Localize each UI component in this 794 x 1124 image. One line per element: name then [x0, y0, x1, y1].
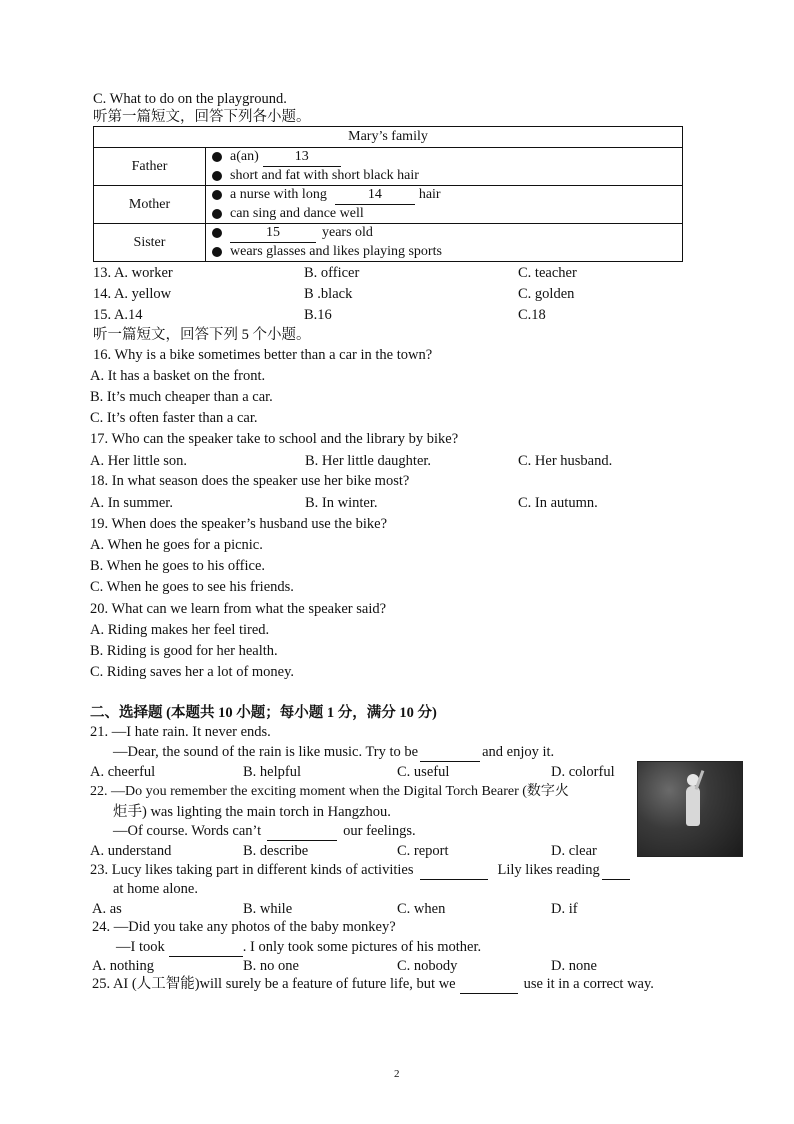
q22-option-d: D. clear [551, 843, 597, 859]
q13-option-c: C. teacher [518, 265, 577, 281]
q18-option-b: B. In winter. [305, 495, 378, 511]
bullet-icon [212, 152, 222, 162]
q21-line-2: —Dear, the sound of the rain is like music. Try to be and enjoy it. [113, 744, 555, 760]
member-label: Mother [94, 186, 206, 224]
answer-blank-13: 13 [263, 148, 341, 167]
list-item: wears glasses and likes playing sports [210, 243, 678, 261]
answer-blank [267, 822, 337, 841]
q22-line-1: 22. —Do you remember the exciting moment when the Digital Torch Bearer (数字火 [90, 784, 569, 799]
bullet-icon [212, 209, 222, 219]
q18-option-a: A. In summer. [90, 495, 173, 511]
member-label: Father [94, 148, 206, 186]
q23-line-2: at home alone. [113, 881, 198, 897]
q15-option-b: B.16 [304, 307, 332, 323]
q17-option-c: C. Her husband. [518, 453, 613, 469]
bullet-icon [212, 190, 222, 200]
q23-option-d: D. if [551, 901, 578, 917]
table-title: Mary’s family [94, 127, 683, 148]
q22-line-2: 炬手) was lighting the main torch in Hangzhou. [113, 804, 391, 820]
answer-blank [420, 861, 488, 880]
q24-option-d: D. none [551, 958, 597, 974]
q19-option-b: B. When he goes to his office. [90, 558, 266, 574]
listening-intro-1: 听第一篇短文，回答下列各小题。 [93, 109, 311, 125]
q22-option-c: C. report [397, 843, 449, 859]
list-item: a(an) 13 [210, 148, 678, 167]
q21-option-a: A. cheerful [90, 764, 156, 780]
q20-stem: 20. What can we learn from what the speaker said? [90, 601, 387, 617]
q20-option-b: B. Riding is good for her health. [90, 643, 278, 659]
list-item: 15 years old [210, 224, 678, 243]
q19-stem: 19. When does the speaker’s husband use the bike? [90, 516, 388, 532]
q23-option-c: C. when [397, 901, 446, 917]
q16-stem: 16. Why is a bike sometimes better than a car in the town? [93, 347, 433, 363]
list-item: can sing and dance well [210, 205, 678, 223]
bullet-icon [212, 247, 222, 257]
q15-option-c: C.18 [518, 307, 546, 323]
q23-option-b: B. while [243, 901, 293, 917]
table-row-sister [94, 224, 683, 262]
q20-option-a: A. Riding makes her feel tired. [90, 622, 270, 638]
q18-stem: 18. In what season does the speaker use her bike most? [90, 473, 410, 489]
q18-option-c: C. In autumn. [518, 495, 598, 511]
q19-option-c: C. When he goes to see his friends. [90, 579, 294, 595]
q24-line-1: 24. —Did you take any photos of the baby monkey? [92, 919, 396, 935]
q12-option-c: C. What to do on the playground. [93, 91, 287, 107]
answer-blank [420, 743, 480, 762]
q20-option-c: C. Riding saves her a lot of money. [90, 664, 295, 680]
q23-option-a: A. as [92, 901, 122, 917]
q24-option-b: B. no one [243, 958, 299, 974]
q16-option-b: B. It’s much cheaper than a car. [90, 389, 273, 405]
list-item: a nurse with long 14 hair [210, 186, 678, 205]
q21-option-b: B. helpful [243, 764, 301, 780]
torch-bearer-photo [637, 761, 743, 857]
answer-blank [602, 861, 630, 880]
q17-stem: 17. Who can the speaker take to school and the library by bike? [90, 431, 459, 447]
q13-option-b: B. officer [304, 265, 360, 281]
section-heading-choice: 二、选择题 (本题共 10 小题；每小题 1 分，满分 10 分) [90, 705, 437, 721]
answer-blank [460, 975, 518, 994]
bullet-icon [212, 228, 222, 238]
q14-option-a: 14. A. yellow [93, 286, 172, 302]
q16-option-c: C. It’s often faster than a car. [90, 410, 258, 426]
table-row-father [94, 148, 683, 186]
q13-option-a: 13. A. worker [93, 265, 173, 281]
answer-blank-15: 15 [230, 224, 316, 243]
member-label: Sister [94, 224, 206, 262]
q17-option-a: A. Her little son. [90, 453, 188, 469]
q24-option-a: A. nothing [92, 958, 155, 974]
q19-option-a: A. When he goes for a picnic. [90, 537, 263, 553]
q17-option-b: B. Her little daughter. [305, 453, 432, 469]
q23-line-1: 23. Lucy likes taking part in different kinds of activities Lily likes reading [90, 861, 630, 880]
q15-option-a: 15. A.14 [93, 307, 143, 323]
q14-option-b: B .black [304, 286, 353, 302]
q25-line-1: 25. AI (人工智能)will surely be a feature of future life, but we use it in a correct way. [92, 976, 654, 992]
figure-body [686, 786, 700, 826]
q22-line-3: —Of course. Words can’t our feelings. [113, 823, 416, 839]
q21-option-d: D. colorful [551, 764, 615, 780]
q14-option-c: C. golden [518, 286, 575, 302]
answer-blank-14: 14 [335, 186, 415, 205]
q22-option-a: A. understand [90, 843, 172, 859]
bullet-icon [212, 171, 222, 181]
q24-option-c: C. nobody [397, 958, 458, 974]
marys-family-table [93, 126, 683, 262]
q22-option-b: B. describe [243, 843, 309, 859]
q24-line-2: —I took . I only took some pictures of his mother. [116, 939, 482, 955]
table-row-mother [94, 186, 683, 224]
q16-option-a: A. It has a basket on the front. [90, 368, 266, 384]
q21-option-c: C. useful [397, 764, 450, 780]
q21-line-1: 21. —I hate rain. It never ends. [90, 724, 271, 740]
answer-blank [169, 938, 243, 957]
listening-intro-2: 听一篇短文，回答下列 5 个小题。 [93, 327, 311, 343]
page-number: 2 [394, 1068, 400, 1080]
list-item: short and fat with short black hair [210, 167, 678, 185]
